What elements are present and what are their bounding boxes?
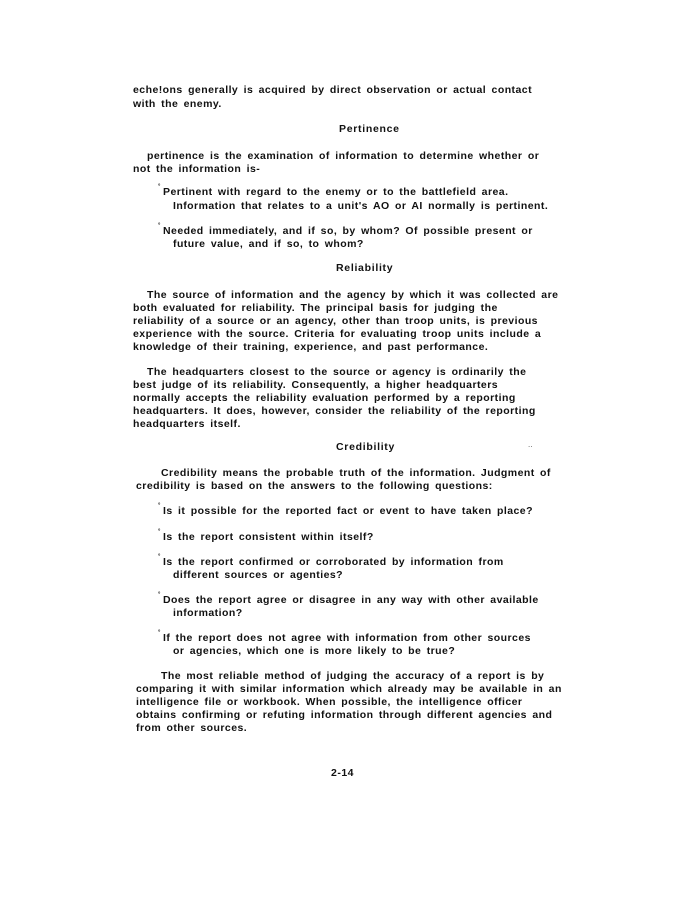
intro-line-2: with the enemy.: [133, 98, 222, 110]
page-number: 2-14: [331, 767, 355, 779]
bullet-marker: °: [158, 554, 161, 560]
reliability-p2-line-5: headquarters itself.: [133, 418, 241, 430]
credibility-heading: Credibility: [336, 441, 396, 453]
credibility-q3-line-2: different sources or agenties?: [173, 569, 344, 581]
credibility-q3-line-1: Is the report confirmed or corroborated by information from: [163, 556, 504, 568]
reliability-p2-line-4: headquarters. It does, however, consider the reliability of the reporting: [133, 405, 536, 417]
bullet-marker: °: [158, 592, 161, 598]
credibility-q2: Is the report consistent within itself?: [163, 531, 374, 543]
credibility-q5-line-1: If the report does not agree with information from other sources: [163, 632, 531, 644]
reliability-p1-line-2: both evaluated for reliability. The principal basis for judging the: [133, 302, 498, 314]
credibility-q4-line-2: information?: [173, 607, 243, 619]
pertinence-bullet2-line-2: future value, and if so, to whom?: [173, 238, 364, 250]
bullet-marker: °: [158, 184, 161, 190]
credibility-p2-line-3: intelligence file or workbook. When possible, the intelligence officer: [136, 696, 523, 708]
pertinence-bullet1-line-2: Information that relates to a unit's AO or AI normally is pertinent.: [173, 200, 549, 212]
pertinence-para-line-2: not the information is-: [133, 163, 261, 175]
reliability-p2-line-3: normally accepts the reliability evaluation performed by a reporting: [133, 392, 516, 404]
intro-line-1: eche!ons generally is acquired by direct observation or actual contact: [133, 84, 533, 96]
pertinence-heading: Pertinence: [339, 123, 400, 135]
pertinence-bullet1-line-1: Pertinent with regard to the enemy or to the battlefield area.: [163, 186, 509, 198]
credibility-q5-line-2: or agencies, which one is more likely to be true?: [173, 645, 456, 657]
credibility-p2-line-2: comparing it with similar information which already may be available in an: [136, 683, 562, 695]
reliability-heading: Reliability: [336, 262, 394, 274]
credibility-p1-line-1: Credibility means the probable truth of the information. Judgment of: [161, 467, 551, 479]
reliability-p2-line-1: The headquarters closest to the source or agency is ordinarily the: [147, 366, 527, 378]
bullet-marker: °: [158, 529, 161, 535]
credibility-q4-line-1: Does the report agree or disagree in any way with other available: [163, 594, 539, 606]
reliability-p1-line-3: reliability of a source or an agency, other than troop units, is previous: [133, 315, 538, 327]
reliability-p1-line-4: experience with the source. Criteria for evaluating troop units include a: [133, 328, 542, 340]
bullet-marker: °: [158, 223, 161, 229]
reliability-p1-line-1: The source of information and the agency by which it was collected are: [147, 289, 559, 301]
reliability-p1-line-5: knowledge of their training, experience, and past performance.: [133, 341, 489, 353]
pertinence-para-line-1: pertinence is the examination of information to determine whether or: [147, 150, 540, 162]
credibility-p2-line-1: The most reliable method of judging the accuracy of a report is by: [161, 670, 545, 682]
credibility-p1-line-2: credibility is based on the answers to the following questions:: [136, 480, 493, 492]
pertinence-bullet2-line-1: Needed immediately, and if so, by whom? Of possible present or: [163, 225, 533, 237]
bullet-marker: °: [158, 630, 161, 636]
credibility-p2-line-5: from other sources.: [136, 722, 248, 734]
credibility-p2-line-4: obtains confirming or refuting information through different agencies and: [136, 709, 553, 721]
bullet-marker: °: [158, 503, 161, 509]
credibility-q1: Is it possible for the reported fact or event to have taken place?: [163, 505, 533, 517]
reliability-p2-line-2: best judge of its reliability. Consequently, a higher headquarters: [133, 379, 499, 391]
stray-mark: ..: [528, 440, 533, 449]
